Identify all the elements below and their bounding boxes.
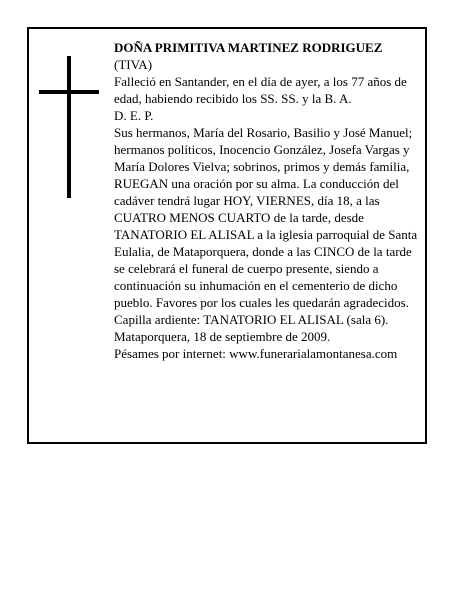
notice-body xyxy=(114,39,418,362)
cross-horizontal-bar xyxy=(39,90,99,94)
deceased-name: DOÑA PRIMITIVA MARTINEZ RODRIGUEZ xyxy=(114,40,383,55)
condolences-line: Pésames por internet: www.funerarialamontanesa.com xyxy=(114,346,398,361)
deceased-nickname: (TIVA) xyxy=(114,57,153,72)
place-date: Mataporquera, 18 de septiembre de 2009. xyxy=(114,329,331,344)
cross-vertical-bar xyxy=(67,56,71,198)
obituary-notice xyxy=(27,27,427,444)
rip-abbreviation: D. E. P. xyxy=(114,108,154,123)
death-statement: Falleció en Santander, en el día de ayer, a los 77 años de edad, habiendo recibido los SS. SS. y la B. A. xyxy=(114,74,407,106)
latin-cross-icon xyxy=(39,56,99,198)
family-list: Sus hermanos, María del Rosario, Basilio y José Manuel; hermanos políticos, Inocencio González, Josefa Vargas y María Dolores Vielva; sobrinos, primos y demás familia, xyxy=(114,125,413,174)
funeral-request: RUEGAN una oración por su alma. La conducción del cadáver tendrá lugar HOY, VIERNES, día 18, a las CUATRO MENOS CUARTO de la tarde, desde TANATORIO EL ALISAL a la iglesia parroquial de Santa Eulalia, de Mataporquera, donde a las CINCO de la tarde se celebrará el funeral de cuerpo presente, siendo a continuación su inhumación en el cementerio de dicho pueblo. Favores por los cuales les quedarán agradecidos. Capilla ardiente: TANATORIO EL ALISAL (sala 6). xyxy=(114,176,418,327)
